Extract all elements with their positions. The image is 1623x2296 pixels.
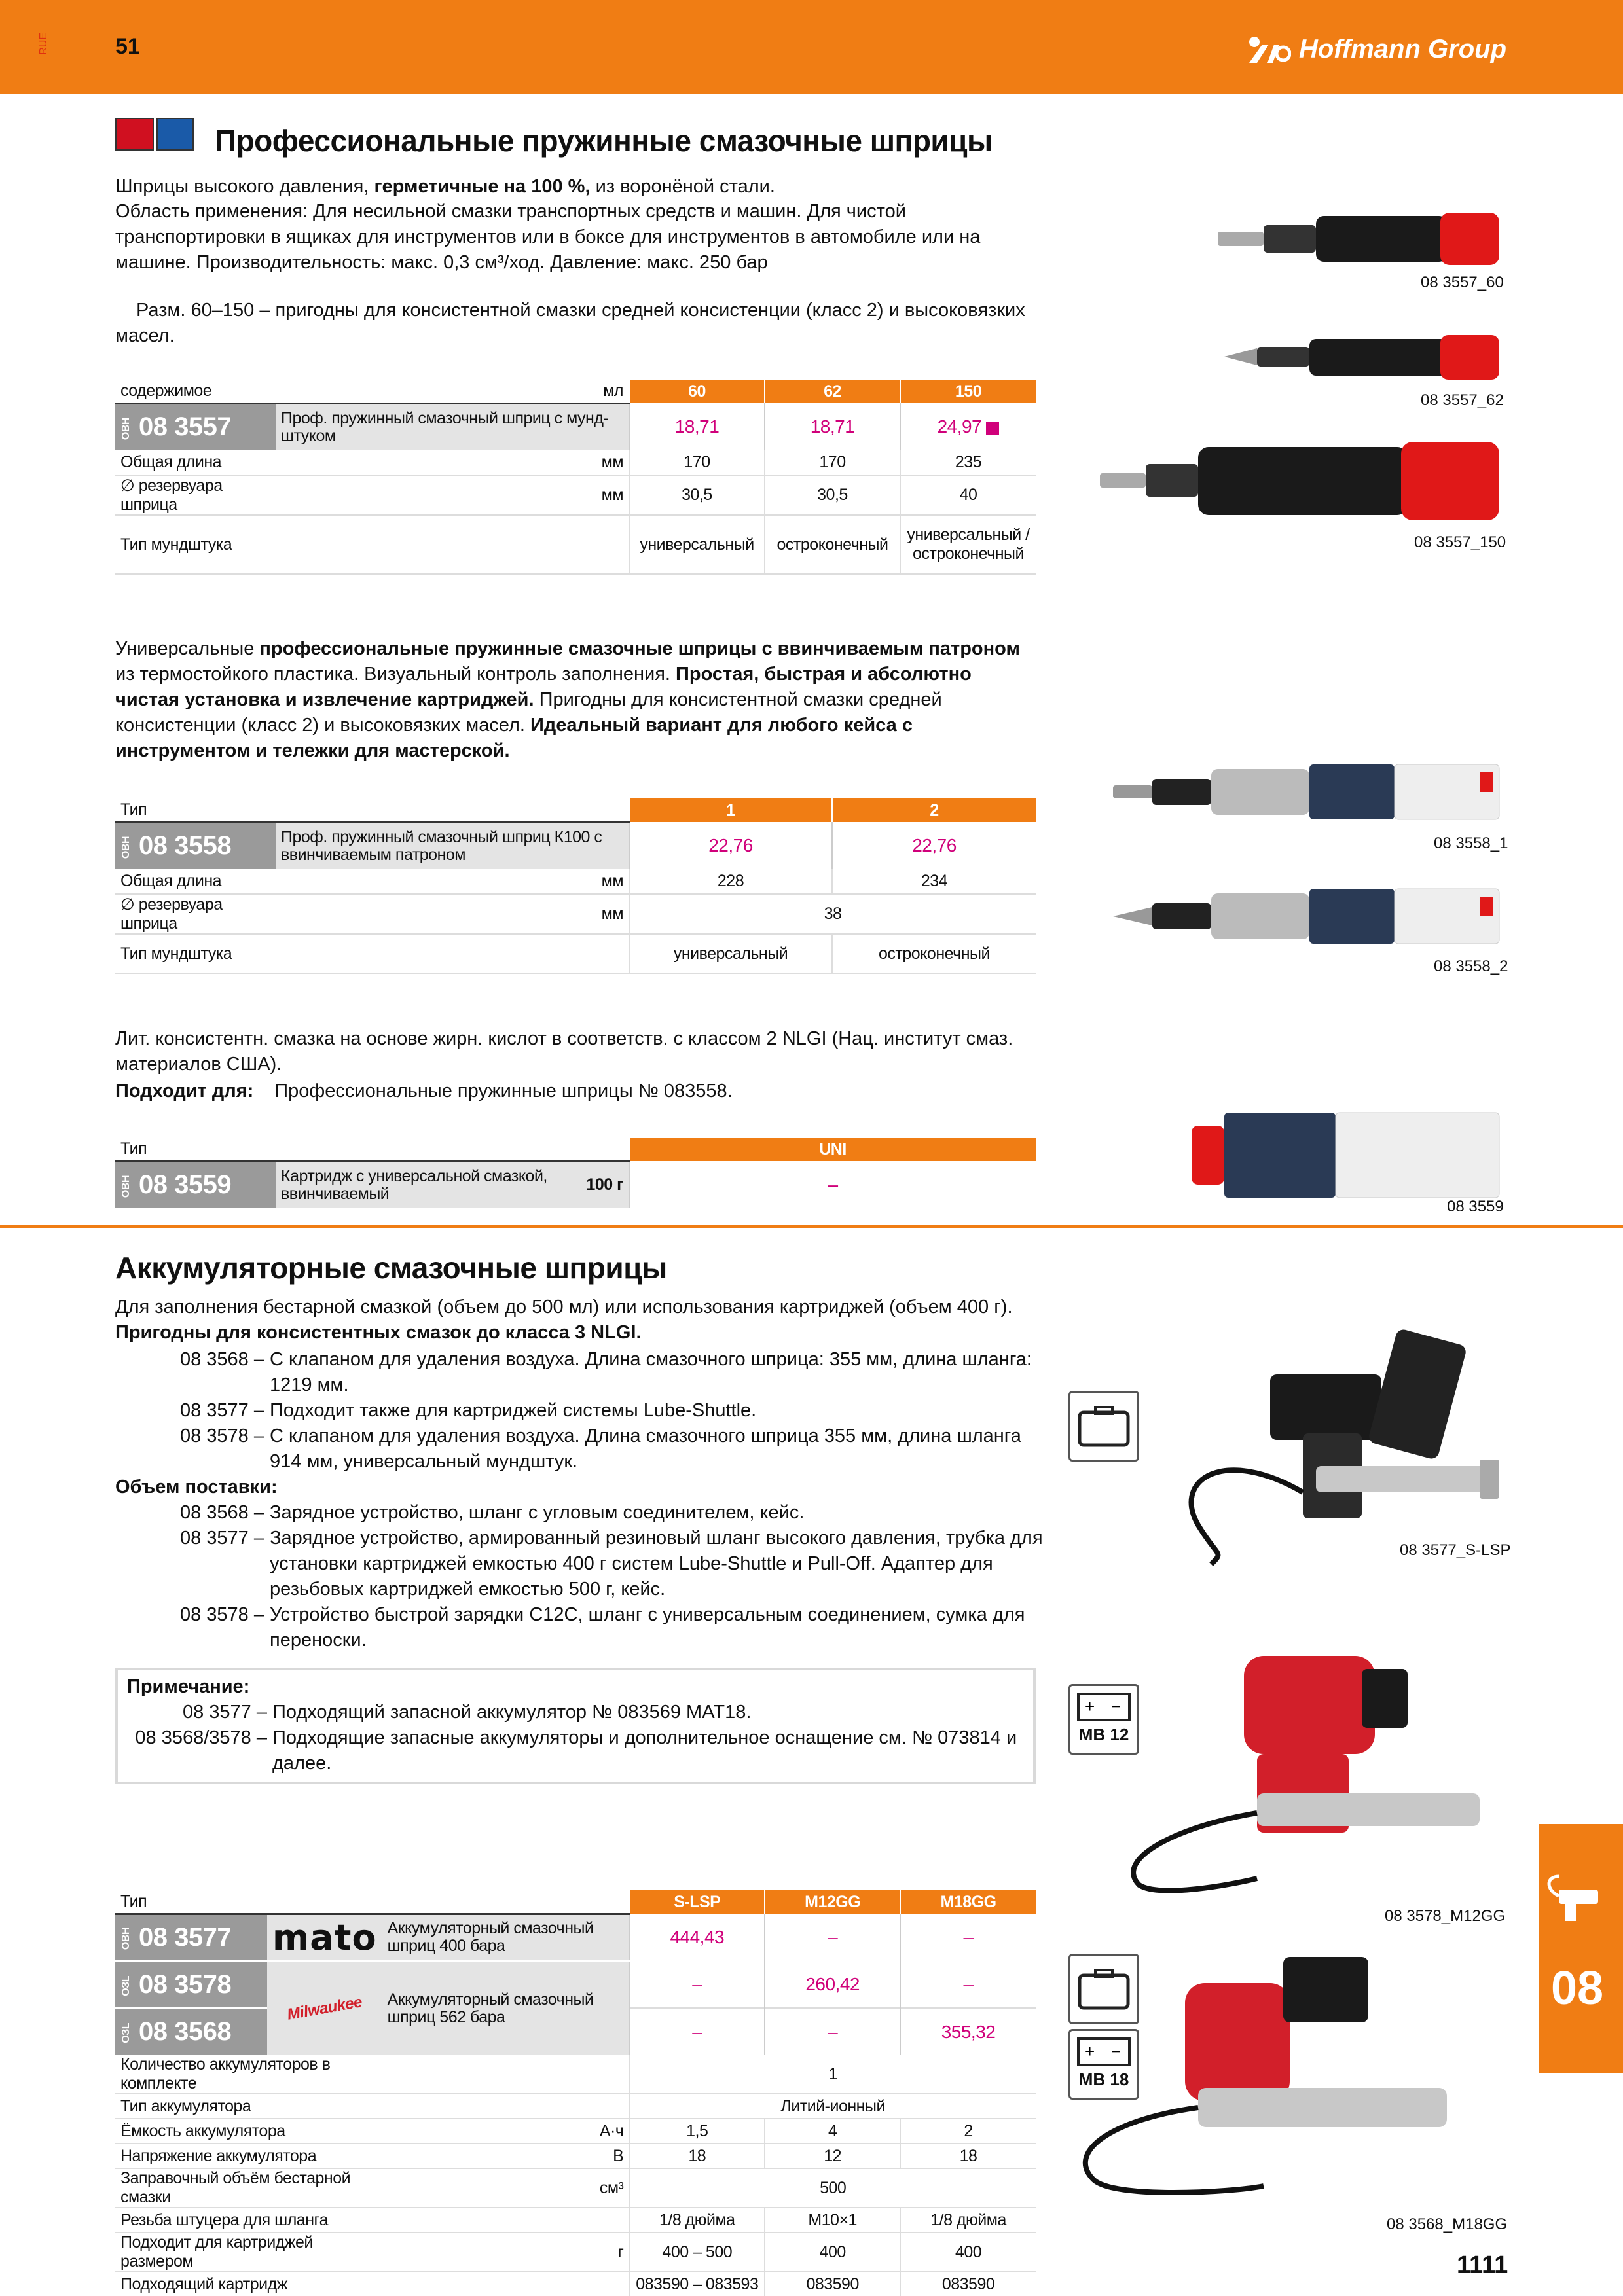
s1-text-b: герметичные на 100 %, bbox=[374, 176, 591, 197]
row-unit bbox=[382, 2272, 630, 2296]
hoffmann-logo-icon bbox=[1245, 33, 1291, 65]
hdr-label: Тип bbox=[115, 798, 276, 822]
scope-text: Устройство быстрой зарядки C12C, шланг с универсальным соединением, сумка для переноски. bbox=[270, 1604, 1025, 1651]
note-box bbox=[115, 1668, 1036, 1784]
price-value: 24,97 bbox=[937, 416, 982, 437]
article-number: 08 3557 bbox=[139, 412, 232, 442]
grease-gun-k100-1-image bbox=[1113, 753, 1512, 831]
row-unit: г bbox=[382, 2233, 630, 2272]
s2-text-a: Универсальные bbox=[115, 638, 260, 659]
article-number: 08 3568 bbox=[139, 2017, 232, 2047]
cell: 18 bbox=[629, 2144, 765, 2168]
grease-gun-60-image bbox=[1218, 203, 1519, 275]
row-label: Количество аккумуляторов в комплекте bbox=[115, 2055, 382, 2094]
image-caption: 08 3558_2 bbox=[1434, 958, 1508, 975]
price[interactable]: 22,76 bbox=[832, 822, 1036, 869]
table-083559 bbox=[115, 1138, 1036, 1208]
article-prefix: ОЗL bbox=[120, 2023, 132, 2044]
cell: 235 bbox=[900, 450, 1036, 475]
cell: 38 bbox=[629, 894, 1036, 934]
mato-brand-logo: mato bbox=[267, 1914, 382, 1961]
cell: 30,5 bbox=[629, 475, 765, 515]
brand-hv-icon bbox=[156, 118, 194, 151]
hdr-spacer bbox=[276, 1138, 629, 1161]
col-header: 1 bbox=[629, 798, 832, 822]
grease-gun-m12gg-image bbox=[1100, 1643, 1512, 1905]
s2-text-c: из термостойкого пластика. Визуальный контроль заполнения. bbox=[115, 664, 676, 685]
section2-intro bbox=[115, 636, 1038, 764]
row-unit bbox=[382, 2055, 630, 2094]
s2-text-f: Идеальный вариант для любого кейса с инструментом и тележки для мастерской. bbox=[115, 715, 913, 761]
s1-text-a: Шприцы высокого давления, bbox=[115, 176, 374, 197]
fits-text: Профессиональные пружинные шприцы № 083558. bbox=[274, 1081, 733, 1102]
s1-text-c: из воронёной стали. bbox=[590, 176, 775, 197]
article-number: 08 3577 bbox=[139, 1922, 232, 1952]
product-description: Проф. пружинный смазочный шприц с мунд-штуком bbox=[276, 403, 629, 450]
grease-gun-62-image bbox=[1224, 327, 1519, 386]
row-unit: мм bbox=[276, 475, 629, 515]
row-unit bbox=[382, 2208, 630, 2233]
milwaukee-brand-logo bbox=[267, 1961, 382, 2055]
s2-text-e: Пригодны для консистентной смазки средней консистенции (класс 2) и высоковязких масел. bbox=[115, 689, 942, 736]
note-code: 08 3568/3578 – bbox=[135, 1727, 267, 1748]
desc-text: Картридж с универсальной смазкой, ввинчиваемый bbox=[281, 1166, 547, 1203]
row-label: Тип аккумулятора bbox=[115, 2094, 382, 2119]
section4-intro: Для заполнения бестарной смазкой (объем до 500 мл) или использования картриджей (объем 400 г). bbox=[115, 1297, 1013, 1318]
row-label: Резьба штуцера для шланга bbox=[115, 2208, 382, 2233]
note-row bbox=[127, 1700, 1027, 1725]
item-text: С клапаном для удаления воздуха. Длина смазочного шприца: 355 мм, длина шланга: 1219 мм. bbox=[270, 1349, 1032, 1395]
image-caption: 08 3557_60 bbox=[1421, 274, 1504, 291]
article-number: 08 3559 bbox=[139, 1170, 232, 1200]
brand-name: Hoffmann Group bbox=[1298, 34, 1506, 63]
item-code: 08 3568 – bbox=[179, 1349, 264, 1370]
cell: 1/8 дюйма bbox=[900, 2208, 1036, 2233]
col-header: 2 bbox=[832, 798, 1036, 822]
article-prefix: ОЗL bbox=[120, 1975, 132, 1996]
note-title: Примечание: bbox=[127, 1676, 250, 1697]
row-unit: В bbox=[382, 2144, 630, 2168]
section1-title: Профессиональные пружинные смазочные шприцы bbox=[215, 124, 993, 158]
svg-text:+: + bbox=[1085, 2041, 1095, 2061]
fits-label: Подходит для: bbox=[115, 1081, 254, 1102]
image-caption: 08 3558_1 bbox=[1434, 834, 1508, 852]
cell: 1,5 bbox=[629, 2119, 765, 2144]
cell: 1/8 дюйма bbox=[629, 2208, 765, 2233]
article-code[interactable] bbox=[115, 822, 276, 869]
cell: универсальный / остроконечный bbox=[900, 515, 1036, 574]
cell: 1 bbox=[629, 2055, 1036, 2094]
image-caption: 08 3577_S-LSP bbox=[1400, 1541, 1511, 1559]
hdr-unit: мл bbox=[276, 380, 629, 403]
article-prefix: ОВН bbox=[120, 836, 132, 859]
cell: 4 bbox=[765, 2119, 900, 2144]
grease-gun-k100-2-image bbox=[1113, 877, 1512, 956]
price[interactable]: 260,42 bbox=[765, 1961, 900, 2008]
row-label: ∅ резервуара шприца bbox=[115, 475, 276, 515]
brand-s-icon bbox=[115, 118, 154, 151]
item-code: 08 3578 – bbox=[179, 1426, 264, 1446]
table-accumulator bbox=[115, 1890, 1036, 2296]
item-text: Подходит также для картриджей системы Lube-Shuttle. bbox=[270, 1400, 757, 1421]
article-code[interactable] bbox=[115, 403, 276, 450]
cell: 234 bbox=[832, 869, 1036, 894]
chapter-number: 08 bbox=[1551, 1962, 1604, 2015]
s2-text-d: Простая, быстрая и абсолютно чистая установка и извлечение картриджей. bbox=[115, 664, 972, 710]
image-caption: 08 3568_M18GG bbox=[1387, 2215, 1508, 2233]
row-label: Общая длина bbox=[115, 450, 276, 475]
product-description: Проф. пружинный смазочный шприц К100 с ввинчиваемым патроном bbox=[276, 822, 629, 869]
scope-code: 08 3577 – bbox=[179, 1528, 264, 1549]
row-label: Тип мундштука bbox=[115, 515, 276, 574]
new-marker-icon bbox=[986, 422, 999, 435]
cell: 500 bbox=[629, 2168, 1036, 2208]
quantity: 100 г bbox=[586, 1175, 623, 1194]
cell: 400 – 500 bbox=[629, 2233, 765, 2272]
col-header: 60 bbox=[629, 380, 765, 403]
cell: 40 bbox=[900, 475, 1036, 515]
cell: 083590 bbox=[900, 2272, 1036, 2296]
scope-title: Объем поставки: bbox=[115, 1477, 278, 1498]
row-unit bbox=[382, 2094, 630, 2119]
section4-intro-bold: Пригодны для консистентных смазок до класса 3 NLGI. bbox=[115, 1322, 642, 1343]
scope-code: 08 3568 – bbox=[179, 1502, 264, 1523]
scope-row bbox=[115, 1526, 1045, 1602]
section3-fits bbox=[115, 1079, 733, 1104]
price[interactable]: – bbox=[765, 1914, 900, 1961]
milwaukee-logo-text: Milwaukee bbox=[285, 1993, 363, 2024]
cell: Литий-ионный bbox=[629, 2094, 1036, 2119]
cell: 18 bbox=[900, 2144, 1036, 2168]
article-code[interactable] bbox=[115, 1161, 276, 1208]
price[interactable]: 22,76 bbox=[629, 822, 832, 869]
item-row bbox=[115, 1424, 1045, 1475]
item-code: 08 3577 – bbox=[179, 1400, 264, 1421]
product-description: Аккумуляторный смазочный шприц 562 бара bbox=[382, 1961, 630, 2055]
col-header: UNI bbox=[629, 1138, 1036, 1161]
section1-application: Область применения: Для несильной смазки транспортных средств и машин. Для чистой транспортировки в ящиках для инструментов или в боксе для инструментов в автомобиле или на машине. Производительность: макс. 0,3 см³/ход. Давление: макс. 250 бар bbox=[115, 201, 981, 273]
cell: 083590 bbox=[765, 2272, 900, 2296]
section3-intro: Лит. консистентн. смазка на основе жирн. кислот в соответств. с классом 2 NLGI (Нац. институт смаз. материалов США). bbox=[115, 1028, 1013, 1075]
price[interactable]: – bbox=[629, 1161, 1036, 1208]
battery-badge: MB 18 bbox=[1078, 2070, 1129, 2089]
row-label: ∅ резервуара шприца bbox=[115, 894, 276, 934]
cell: 12 bbox=[765, 2144, 900, 2168]
cell: 170 bbox=[765, 450, 900, 475]
note-text: Подходящие запасные аккумуляторы и дополнительное оснащение см. № 073814 и далее. bbox=[272, 1727, 1017, 1774]
hdr-label: Тип bbox=[115, 1138, 276, 1161]
image-caption: 08 3559 bbox=[1447, 1198, 1504, 1215]
row-unit: мм bbox=[276, 894, 629, 934]
brand-logo-box bbox=[115, 118, 194, 151]
row-unit bbox=[276, 934, 629, 973]
item-row bbox=[115, 1347, 1045, 1398]
row-label: Ёмкость аккумулятора bbox=[115, 2119, 382, 2144]
col-header: M12GG bbox=[765, 1890, 900, 1914]
row-unit: мм bbox=[276, 450, 629, 475]
row-label: Заправочный объём бестарной смазки bbox=[115, 2168, 382, 2208]
scope-text: Зарядное устройство, шланг с угловым соединителем, кейс. bbox=[270, 1502, 805, 1523]
catalog-page-number: 51 bbox=[115, 34, 140, 59]
section4-title: Аккумуляторные смазочные шприцы bbox=[115, 1251, 667, 1285]
cell: 083590 – 083593 bbox=[629, 2272, 765, 2296]
price[interactable]: 18,71 bbox=[629, 403, 765, 450]
article-code[interactable] bbox=[115, 1961, 267, 2008]
cell: 400 bbox=[900, 2233, 1036, 2272]
price[interactable]: – bbox=[900, 1961, 1036, 2008]
grease-gun-m18gg-image bbox=[1067, 1944, 1519, 2219]
hoffmann-logo bbox=[1245, 33, 1506, 65]
table-083557 bbox=[115, 380, 1036, 575]
table-083558 bbox=[115, 798, 1036, 974]
row-unit: см³ bbox=[382, 2168, 630, 2208]
col-header: M18GG bbox=[900, 1890, 1036, 1914]
page-number: 1111 bbox=[1457, 2251, 1508, 2279]
grease-gun-s-lsp-image bbox=[1172, 1329, 1512, 1577]
row-unit: мм bbox=[276, 869, 629, 894]
row-label: Напряжение аккумулятора bbox=[115, 2144, 382, 2168]
article-prefix: ОВН bbox=[120, 1175, 132, 1198]
note-text: Подходящий запасной аккумулятор № 083569 MAT18. bbox=[272, 1702, 752, 1723]
cell: 400 bbox=[765, 2233, 900, 2272]
scope-row bbox=[115, 1602, 1045, 1653]
col-header: S-LSP bbox=[629, 1890, 765, 1914]
price[interactable]: – bbox=[765, 2008, 900, 2055]
grease-gun-icon bbox=[1546, 1863, 1618, 1935]
section1-note: Разм. 60–150 – пригодны для консистентной смазки средней консистенции (класс 2) и высоковязких масел. bbox=[115, 300, 1025, 346]
svg-text:−: − bbox=[1111, 2041, 1122, 2061]
row-label: Подходит для картриджей размером bbox=[115, 2233, 382, 2272]
article-number: 08 3578 bbox=[139, 1969, 232, 1999]
grease-gun-150-image bbox=[1100, 435, 1512, 527]
hdr-label: Тип bbox=[115, 1890, 629, 1914]
section1-intro bbox=[115, 174, 1032, 200]
col-header: 150 bbox=[900, 380, 1036, 403]
row-label: Общая длина bbox=[115, 869, 276, 894]
language-code: RUE bbox=[38, 33, 49, 55]
battery-badge: MB 12 bbox=[1078, 1725, 1129, 1744]
scope-row bbox=[115, 1500, 1045, 1526]
section4-items bbox=[115, 1347, 1045, 1653]
row-unit bbox=[276, 515, 629, 574]
hdr-label: содержимое bbox=[115, 380, 276, 403]
cell: универсальный bbox=[629, 515, 765, 574]
product-description: Аккумуляторный смазочный шприц 400 бара bbox=[382, 1914, 630, 1961]
article-prefix: ОВН bbox=[120, 1927, 132, 1950]
price[interactable]: – bbox=[629, 1961, 765, 2008]
scope-code: 08 3578 – bbox=[179, 1604, 264, 1625]
price[interactable]: – bbox=[629, 2008, 765, 2055]
cell: 30,5 bbox=[765, 475, 900, 515]
image-caption: 08 3578_M12GG bbox=[1385, 1907, 1506, 1925]
cell: остроконечный bbox=[832, 934, 1036, 973]
svg-text:+: + bbox=[1085, 1696, 1095, 1716]
col-header: 62 bbox=[765, 380, 900, 403]
row-unit: А·ч bbox=[382, 2119, 630, 2144]
cell: 228 bbox=[629, 869, 832, 894]
item-text: С клапаном для удаления воздуха. Длина смазочного шприца 355 мм, длина шланга 914 мм, универсальный мундштук. bbox=[270, 1426, 1021, 1472]
article-code[interactable] bbox=[115, 2008, 267, 2055]
image-caption: 08 3557_62 bbox=[1421, 391, 1504, 409]
article-prefix: ОВН bbox=[120, 417, 132, 440]
scope-text: Зарядное устройство, армированный резиновый шланг высокого давления, трубка для установки картриджей емкостью 400 г систем Lube-Shuttle и Pull-Off. Адаптер для резьбовых картриджей емкостью 500 г, кейс. bbox=[270, 1528, 1043, 1600]
cell: универсальный bbox=[629, 934, 832, 973]
row-label: Подходящий картридж bbox=[115, 2272, 382, 2296]
price[interactable]: 355,32 bbox=[900, 2008, 1036, 2055]
grease-cartridge-image bbox=[1192, 1106, 1512, 1204]
s2-text-b: профессиональные пружинные смазочные шприцы с ввинчиваемым патроном bbox=[259, 638, 1020, 659]
row-label: Тип мундштука bbox=[115, 934, 276, 973]
price[interactable]: 444,43 bbox=[629, 1914, 765, 1961]
cell: М10×1 bbox=[765, 2208, 900, 2233]
cell: остроконечный bbox=[765, 515, 900, 574]
image-caption: 08 3557_150 bbox=[1414, 533, 1506, 551]
price[interactable] bbox=[900, 403, 1036, 450]
case-icon bbox=[1068, 1391, 1139, 1462]
cell: 2 bbox=[900, 2119, 1036, 2144]
price[interactable]: – bbox=[900, 1914, 1036, 1961]
cell: 170 bbox=[629, 450, 765, 475]
note-row bbox=[127, 1725, 1027, 1776]
article-number: 08 3558 bbox=[139, 831, 232, 861]
product-description bbox=[276, 1161, 629, 1208]
section-divider bbox=[0, 1225, 1623, 1228]
svg-text:−: − bbox=[1111, 1696, 1122, 1716]
chapter-tab[interactable] bbox=[1539, 1824, 1623, 2073]
hdr-spacer bbox=[276, 798, 629, 822]
article-code[interactable] bbox=[115, 1914, 267, 1961]
price[interactable]: 18,71 bbox=[765, 403, 900, 450]
note-code: 08 3577 – bbox=[182, 1702, 267, 1723]
item-row bbox=[115, 1398, 1045, 1424]
